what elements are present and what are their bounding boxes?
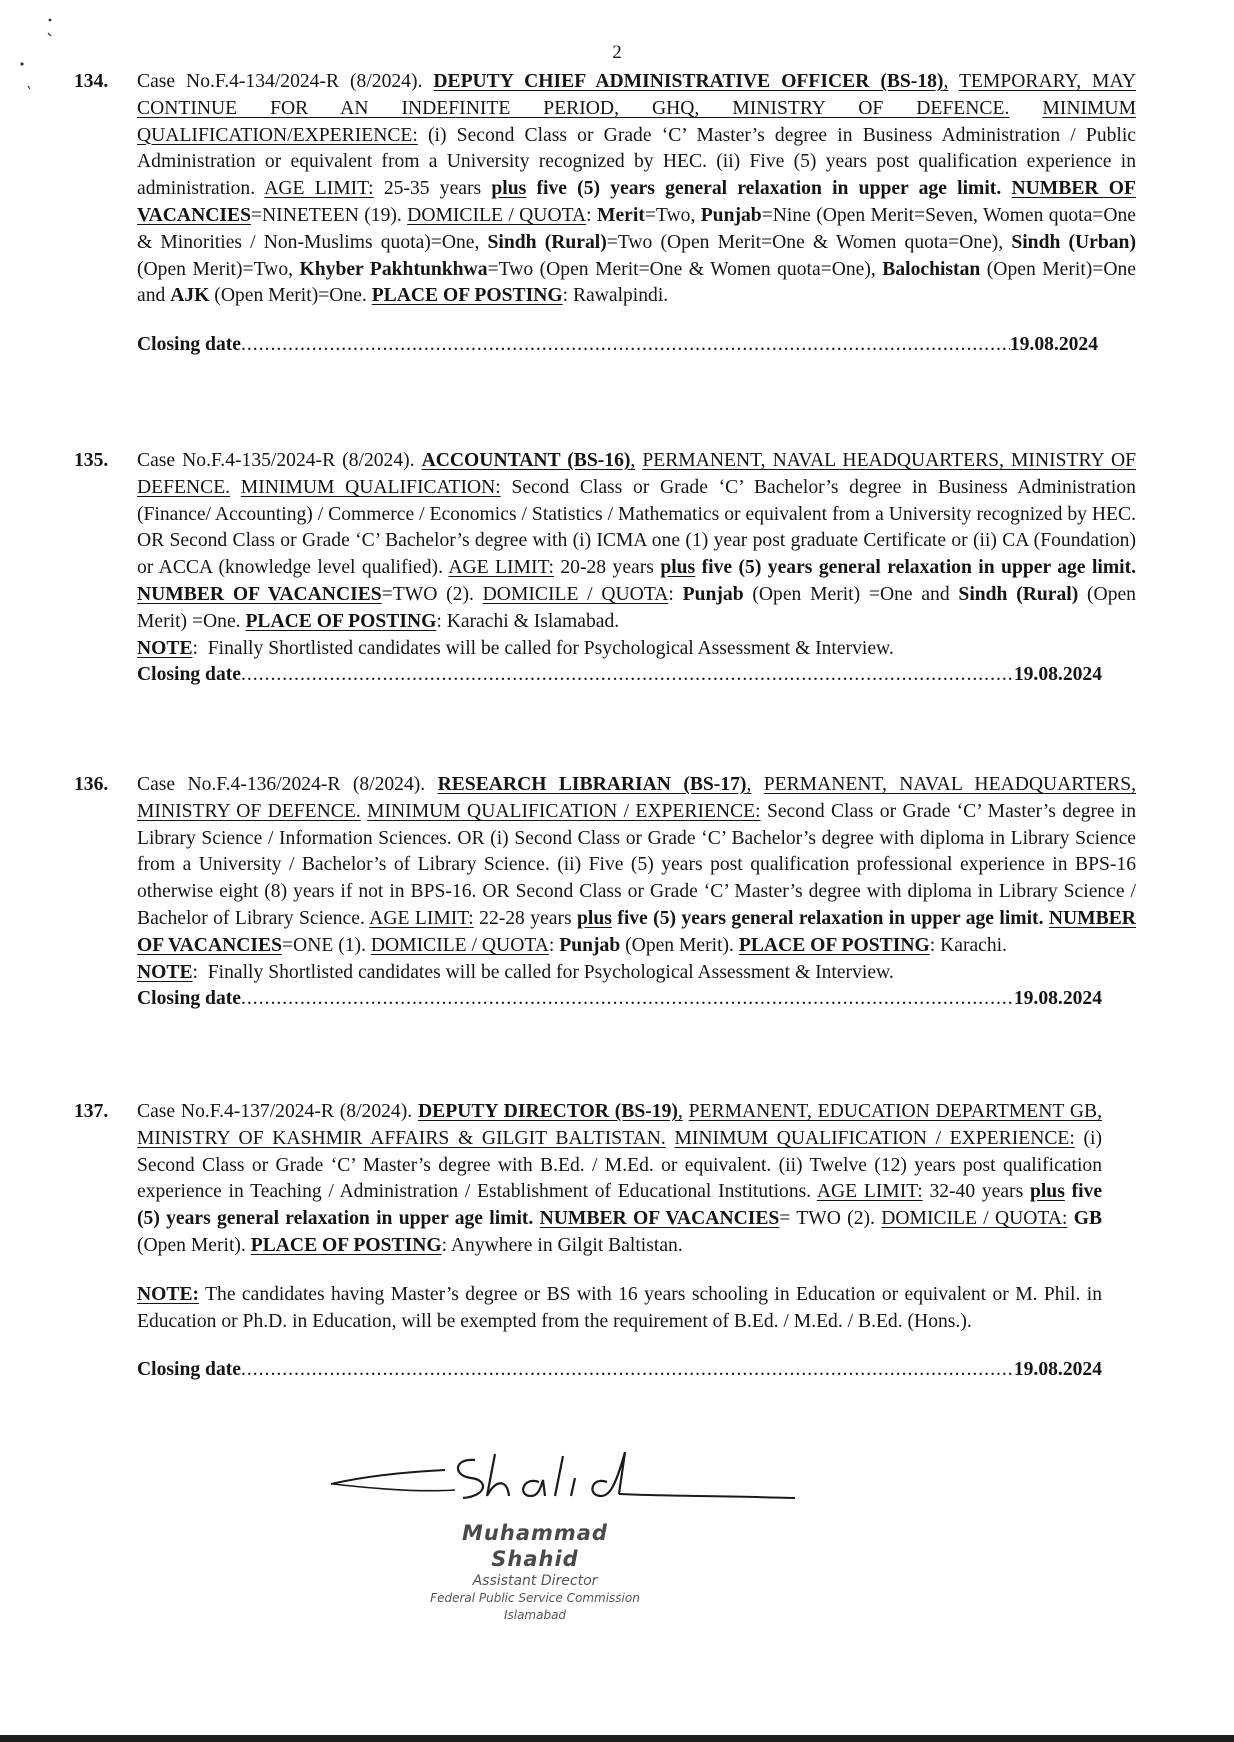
- vacancies-value: =NINETEEN (19).: [250, 204, 402, 226]
- quota-value: (Open Merit)=One.: [214, 285, 367, 307]
- official-stamp: [415, 1520, 655, 1623]
- item-number: 134.: [74, 71, 109, 92]
- age-limit-value: 32-40 years: [929, 1181, 1024, 1203]
- post-terms: TEMPORARY, MAY CONTINUE FOR AN INDEFINITE PERIOD, GHQ, MINISTRY OF DEFENCE.: [137, 71, 1136, 119]
- advert-item-137: [74, 1099, 1136, 1384]
- posting-label: PLACE OF POSTING: [245, 610, 437, 632]
- note: NOTE: Finally Shortlisted candidates will be called for Psychological Assessment & Interview.: [137, 637, 894, 659]
- advert-item-135: [74, 448, 1136, 689]
- signatory-city: Islamabad: [503, 1608, 567, 1622]
- vacancies-label: NUMBER OF VACANCIES: [137, 583, 382, 605]
- quota-region: Punjab: [559, 934, 621, 956]
- qualification-label: MINIMUM QUALIFICATION:: [240, 476, 501, 498]
- closing-date-label: Closing date: [137, 664, 241, 686]
- item-body: Case No.F.4-136/2024-R (8/2024). RESEARCH LIBRARIAN (BS-17), PERMANENT, NAVAL HEADQUARTERS, MINISTRY OF DEFENCE. MINIMUM QUALIFICATION / EXPERIENCE: Second Class or Grade ‘C’ Master’s degree in Library Science / Information Sciences. OR (i) Second Class or Grade ‘C’ Bachelor’s degree with diploma in Library Science from a University / Bachelor’s of Library Science. (ii) Five (5) years post qualification professional experience in BPS-16 otherwise eight (8) years if not in BPS-16. OR Second Class or Grade ‘C’ Master’s degree with diploma in Library Science / Bachelor of Library Science. AGE LIMIT: 22-28 years plus five (5) years general relaxation in upper age limit. NUMBER OF VACANCIES=ONE (1). DOMICILE / QUOTA: Punjab (Open Merit). PLACE OF POSTING: Karachi.: [137, 774, 1137, 956]
- age-limit-value: 20-28 years: [560, 557, 654, 579]
- posting-value: Rawalpindi.: [572, 285, 669, 307]
- plus-word: plus: [660, 557, 696, 579]
- age-limit-label: AGE LIMIT:: [264, 178, 374, 200]
- note-label: NOTE: [137, 961, 193, 983]
- qualification-label: MINIMUM QUALIFICATION / EXPERIENCE:: [674, 1127, 1075, 1149]
- domicile-label: DOMICILE / QUOTA:: [881, 1208, 1068, 1230]
- vacancies-value: = TWO (2).: [779, 1208, 875, 1230]
- note: [137, 1282, 1102, 1336]
- closing-date-label: Closing date: [137, 988, 241, 1010]
- item-body: Case No.F.4-135/2024-R (8/2024). ACCOUNTANT (BS-16), PERMANENT, NAVAL HEADQUARTERS, MINISTRY OF DEFENCE. MINIMUM QUALIFICATION: Second Class or Grade ‘C’ Bachelor’s degree in Business Administration (Finance/ Accounting) / Commerce / Economics / Statistics / Mathematics or equivalent from a University recognized by HEC. OR Second Class or Grade ‘C’ Bachelor’s degree with (i) ICMA one (1) year post graduate Certificate or (ii) CA (Foundation) or ACCA (knowledge level qualified). AGE LIMIT: 20-28 years plus five (5) years general relaxation in upper age limit. NUMBER OF VACANCIES=TWO (2). DOMICILE / QUOTA: Punjab (Open Merit) =One and Sindh (Rural) (Open Merit) =One. PLACE OF POSTING: Karachi & Islamabad.: [137, 450, 1137, 632]
- vacancies-label: NUMBER OF VACANCIES: [539, 1208, 780, 1230]
- quota-value: =Nine (Open Merit=Seven, Women quota=One & Minorities / Non-Muslims quota)=One,: [137, 204, 1136, 253]
- item-body: Case No.F.4-137/2024-R (8/2024). DEPUTY DIRECTOR (BS-19), PERMANENT, EDUCATION DEPARTMENT GB, MINISTRY OF KASHMIR AFFAIRS & GILGIT BALTISTAN. MINIMUM QUALIFICATION / EXPERIENCE: (i) Second Class or Grade ‘C’ Master’s degree with B.Ed. / M.Ed. or equivalent. (ii) Twelve (12) years post qualification experience in Teaching / Administration / Establishment of Educational Institutions. AGE LIMIT: 32-40 years plus five (5) years general relaxation in upper age limit. NUMBER OF VACANCIES= TWO (2). DOMICILE / QUOTA: GB (Open Merit). PLACE OF POSTING: Anywhere in Gilgit Baltistan.: [137, 1101, 1103, 1256]
- quota-value: (Open Merit).: [137, 1234, 246, 1256]
- quota-value: =Two (Open Merit=One & Women quota=One),: [606, 231, 1004, 253]
- age-limit-label: AGE LIMIT:: [448, 557, 554, 579]
- case-number: Case No.F.4-135/2024-R (8/2024).: [137, 450, 415, 471]
- posting-label: PLACE OF POSTING: [371, 285, 563, 307]
- plus-word: plus: [1029, 1181, 1065, 1203]
- age-limit-value: 22-28 years: [479, 907, 572, 929]
- page-number: 2: [612, 42, 622, 63]
- leader-dots: [241, 332, 1010, 359]
- closing-date-value: 19.08.2024: [1013, 988, 1102, 1010]
- age-limit-value: 25-35 years: [383, 178, 482, 200]
- advert-item-134: [74, 69, 1136, 359]
- quota-value: (Open Merit) =One and: [752, 583, 950, 605]
- qualification-text: Second Class or Grade ‘C’ Bachelor’s degree in Business Administration (Finance/ Accounting) / Commerce / Economics / Statistics / Mathematics or equivalent from a University recognized by HEC. OR Second Class or Grade ‘C’ Bachelor’s degree with (i) ICMA one (1) year post graduate Certificate or (ii) CA (Foundation) or ACCA (knowledge level qualified).: [137, 476, 1136, 579]
- closing-date-value: 19.08.2024: [1013, 664, 1102, 686]
- domicile-label: DOMICILE / QUOTA: [370, 934, 549, 956]
- leader-dots: [241, 986, 1014, 1013]
- quota-region: Balochistan: [882, 258, 981, 280]
- note-text: Finally Shortlisted candidates will be called for Psychological Assessment & Interview.: [207, 637, 894, 659]
- quota-region: Sindh (Rural): [958, 583, 1079, 605]
- quota-region: AJK: [170, 285, 210, 307]
- note-text: The candidates having Master’s degree or BS with 16 years schooling in Education or equivalent or M. Phil. in Education or Ph.D. in Education, will be exempted from the requirement of B.Ed. / M.Ed. / B.Ed. (Hons.).: [137, 1283, 1102, 1332]
- quota-region: Punjab: [682, 583, 744, 605]
- relaxation-text: five (5) years general relaxation in upper age limit.: [536, 178, 1002, 200]
- note-label: NOTE:: [137, 1283, 200, 1305]
- item-body: Case No.F.4-134/2024-R (8/2024). DEPUTY CHIEF ADMINISTRATIVE OFFICER (BS-18), TEMPORARY, MAY CONTINUE FOR AN INDEFINITE PERIOD, GHQ, MINISTRY OF DEFENCE. MINIMUM QUALIFICATION/EXPERIENCE: (i) Second Class or Grade ‘C’ Master’s degree in Business Administration / Public Administration or equivalent from a University recognized by HEC. (ii) Five (5) years post qualification experience in administration. AGE LIMIT: 25-35 years plus five (5) years general relaxation in upper age limit. NUMBER OF VACANCIES=NINETEEN (19). DOMICILE / QUOTA: Merit=Two, Punjab=Nine (Open Merit=Seven, Women quota=One & Minorities / Non-Muslims quota)=One, Sindh (Rural)=Two (Open Merit=One & Women quota=One), Sindh (Urban) (Open Merit)=Two, Khyber Pakhtunkhwa=Two (Open Merit=One & Women quota=One), Balochistan (Open Merit)=One and AJK (Open Merit)=One. PLACE OF POSTING: Rawalpindi.: [137, 71, 1136, 307]
- quota-value: (Open Merit) =One.: [137, 583, 1136, 632]
- plus-word: plus: [577, 907, 612, 929]
- closing-date-row: [137, 1357, 1136, 1384]
- relaxation-text: five (5) years general relaxation in upper age limit.: [617, 907, 1044, 929]
- case-number: Case No.F.4-134/2024-R (8/2024).: [137, 71, 423, 92]
- signature-block: [325, 1450, 805, 1620]
- age-limit-label: AGE LIMIT:: [816, 1181, 923, 1203]
- quota-value: (Open Merit)=One and: [137, 258, 1136, 307]
- closing-date-label: Closing date: [137, 334, 241, 356]
- domicile-label: DOMICILE / QUOTA: [482, 583, 669, 605]
- closing-date-row: [137, 662, 1136, 689]
- quota-region: Sindh (Rural): [487, 231, 607, 253]
- post-title: ACCOUNTANT (BS-16): [421, 450, 631, 471]
- relaxation-text: five (5) years general relaxation in upper age limit.: [701, 557, 1137, 579]
- vacancies-label: NUMBER OF VACANCIES: [137, 907, 1136, 956]
- post-terms: PERMANENT, NAVAL HEADQUARTERS, MINISTRY OF DEFENCE.: [137, 450, 1136, 498]
- note-label: NOTE: [137, 637, 193, 659]
- closing-date-value: 19.08.2024: [1009, 334, 1098, 356]
- scan-bottom-edge: [0, 1735, 1234, 1742]
- post-title: DEPUTY CHIEF ADMINISTRATIVE OFFICER (BS-18): [433, 71, 944, 92]
- advert-item-136: [74, 772, 1136, 1013]
- quota-region: Khyber Pakhtunkhwa: [299, 258, 488, 280]
- qualification-label: MINIMUM QUALIFICATION / EXPERIENCE:: [367, 800, 761, 822]
- domicile-label: DOMICILE / QUOTA: [407, 204, 587, 226]
- item-number: 136.: [74, 774, 109, 795]
- relaxation-text: five (5) years general relaxation in upper age limit.: [137, 1181, 1103, 1230]
- item-number: 135.: [74, 450, 109, 471]
- post-title: DEPUTY DIRECTOR (BS-19): [418, 1101, 678, 1122]
- quota-value: (Open Merit)=Two,: [137, 258, 294, 280]
- quota-region: Sindh (Urban): [1011, 231, 1136, 253]
- qualification-text: Second Class or Grade ‘C’ Master’s degree in Library Science / Information Sciences. OR (i) Second Class or Grade ‘C’ Bachelor’s degree with diploma in Library Science from a University / Bachelor’s of Library Science. (ii) Five (5) years post qualification professional experience in BPS-16 otherwise eight (8) years if not in BPS-16. OR Second Class or Grade ‘C’ Master’s degree with diploma in Library Science / Bachelor of Library Science.: [137, 800, 1137, 929]
- item-number: 137.: [74, 1101, 109, 1122]
- posting-value: Karachi.: [940, 934, 1008, 956]
- signatory-title: Assistant Director: [472, 1573, 598, 1589]
- post-terms: PERMANENT, EDUCATION DEPARTMENT GB, MINISTRY OF KASHMIR AFFAIRS & GILGIT BALTISTAN.: [137, 1101, 1102, 1149]
- vacancies-value: =ONE (1).: [282, 934, 366, 956]
- posting-label: PLACE OF POSTING: [738, 934, 930, 956]
- note: NOTE: Finally Shortlisted candidates will be called for Psychological Assessment & Interview.: [137, 961, 894, 983]
- closing-date-row: [137, 986, 1136, 1013]
- quota-region: Merit: [596, 204, 645, 226]
- signatory-name: Muhammad Shahid: [462, 1521, 608, 1571]
- case-number: Case No.F.4-136/2024-R (8/2024).: [137, 774, 426, 795]
- quota-region: GB: [1073, 1208, 1103, 1230]
- qualification-label: MINIMUM QUALIFICATION/EXPERIENCE:: [137, 97, 1136, 146]
- quota-region: Punjab: [700, 204, 762, 226]
- post-title: RESEARCH LIBRARIAN (BS-17): [437, 774, 747, 795]
- case-number: Case No.F.4-137/2024-R (8/2024).: [137, 1101, 413, 1122]
- closing-date-value: 19.08.2024: [1013, 1359, 1102, 1381]
- closing-date-row: [137, 332, 1136, 359]
- post-terms: PERMANENT, NAVAL HEADQUARTERS, MINISTRY OF DEFENCE.: [137, 774, 1136, 822]
- posting-value: Karachi & Islamabad.: [446, 610, 620, 632]
- qualification-text: (i) Second Class or Grade ‘C’ Master’s degree in Business Administration / Public Administration or equivalent from a University recognized by HEC. (ii) Five (5) years post qualification experience in administration.: [137, 124, 1136, 200]
- quota-value: (Open Merit).: [625, 934, 734, 956]
- note-text: Finally Shortlisted candidates will be called for Psychological Assessment & Interview.: [207, 961, 894, 983]
- vacancies-label: NUMBER OF VACANCIES: [137, 178, 1136, 226]
- handwritten-signature: [325, 1450, 805, 1520]
- plus-word: plus: [491, 178, 527, 200]
- leader-dots: [241, 662, 1014, 689]
- qualification-text: (i) Second Class or Grade ‘C’ Master’s degree with B.Ed. / M.Ed. or equivalent. (ii) Twelve (12) years post qualification experience in Teaching / Administration / Establishment of Educational Institutions.: [137, 1127, 1102, 1203]
- signatory-organization: Federal Public Service Commission: [430, 1591, 640, 1605]
- leader-dots: [241, 1357, 1014, 1384]
- posting-label: PLACE OF POSTING: [250, 1234, 442, 1256]
- age-limit-label: AGE LIMIT:: [369, 907, 474, 929]
- vacancies-value: =TWO (2).: [381, 583, 474, 605]
- posting-value: Anywhere in Gilgit Baltistan.: [450, 1234, 683, 1256]
- quota-value: =Two (Open Merit=One & Women quota=One),: [487, 258, 876, 280]
- quota-value: =Two,: [644, 204, 696, 226]
- closing-date-label: Closing date: [137, 1359, 241, 1381]
